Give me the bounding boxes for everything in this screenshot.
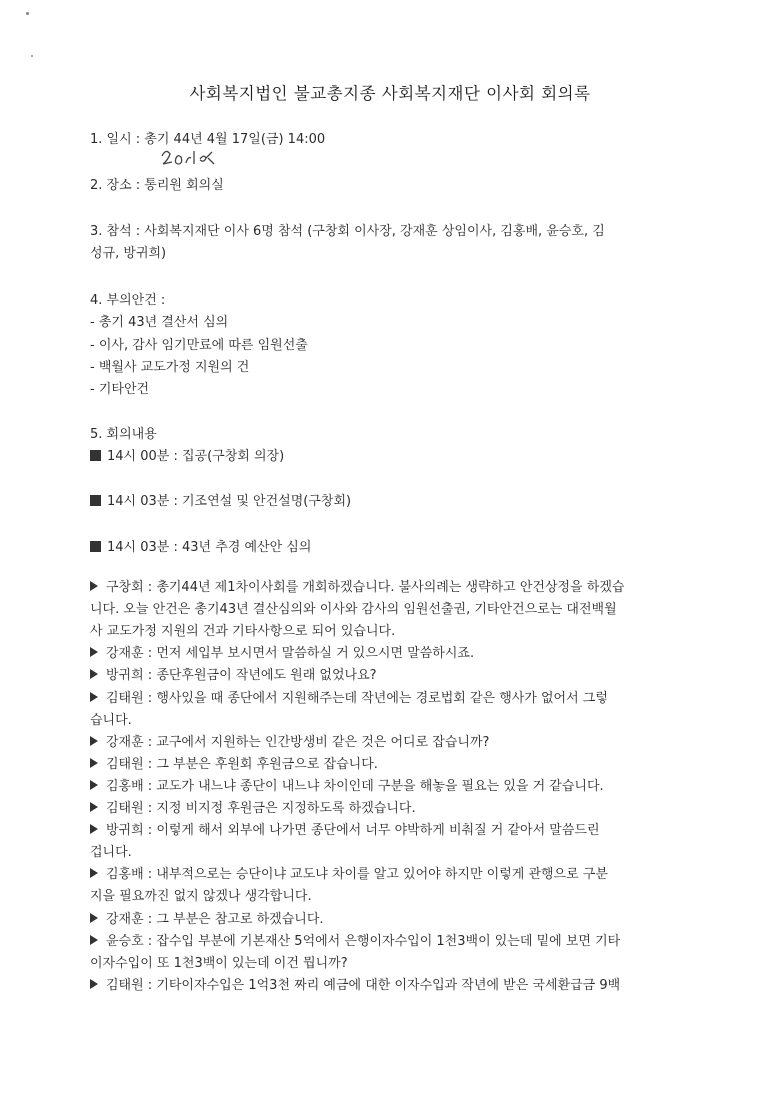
speaker-entry: [90, 576, 624, 595]
speaker-entry: [90, 974, 620, 993]
speaker-continuation: 이자수입이 또 1천3백이 있는데 이건 뭡니까?: [90, 955, 348, 971]
speaker-line: 구창회 : 총기44년 제1차이사회를 개회하겠습니다. 불사의례는 생략하고 안건상정을 하겠습: [106, 580, 625, 595]
speaker-entry: [90, 797, 416, 816]
speaker-entry: [90, 819, 600, 838]
agenda-item: - 총기 43년 결산서 심의: [90, 315, 229, 330]
attendees-line-2: 성규, 방귀희): [90, 246, 167, 261]
speaker-continuation: 지을 필요까진 없지 않겠나 생각합니다.: [90, 889, 312, 905]
square-bullet-icon: [90, 495, 101, 506]
speaker-line: 방귀희 : 종단후원금이 작년에도 원래 없었나요?: [106, 668, 377, 684]
speaker-continuation: 습니다.: [90, 712, 132, 728]
speaker-continuation: 사 교도가정 지원의 건과 기타사항으로 되어 있습니다.: [90, 624, 396, 640]
schedule-entry: 14시 03분 : 43년 추경 예산안 심의: [90, 536, 311, 555]
triangle-bullet-icon: [90, 669, 98, 679]
speaker-entry: [90, 930, 620, 949]
triangle-bullet-icon: [90, 868, 98, 878]
speaker-line: 윤승호 : 잡수입 부분에 기본재산 5억에서 은행이자수입이 1천3백이 있는데 밑에 보면 기타: [106, 933, 621, 949]
speaker-line: 강재훈 : 먼저 세입부 보시면서 말씀하실 거 있으시면 말씀하시죠.: [106, 646, 475, 662]
schedule-entry: 14시 03분 : 기조연설 및 안건설명(구창회): [90, 490, 351, 509]
triangle-bullet-icon: [90, 692, 98, 702]
triangle-bullet-icon: [90, 581, 98, 591]
triangle-bullet-icon: [90, 647, 98, 657]
triangle-bullet-icon: [90, 802, 98, 812]
document-title: 사회복지법인 불교총지종 사회복지재단 이사회 회의록: [189, 84, 591, 103]
speaker-entry: [90, 664, 377, 683]
triangle-bullet-icon: [90, 935, 98, 945]
triangle-bullet-icon: [90, 824, 98, 834]
scan-speck: [31, 55, 33, 57]
speaker-line: 김홍배 : 교도가 내느냐 종단이 내느냐 차이인데 구분을 해놓을 필요는 있을 거 같습니다.: [106, 778, 604, 794]
speaker-entry: [90, 775, 604, 794]
speaker-continuation: 니다. 오늘 안건은 총기43년 결산심의와 이사와 감사의 임원선출권, 기타안건으로는 대전백월: [90, 602, 617, 618]
square-bullet-icon: [90, 450, 101, 461]
speaker-entry: [90, 687, 608, 706]
speaker-continuation: 겁니다.: [90, 845, 132, 861]
speaker-line: 강재훈 : 교구에서 지원하는 인간방생비 같은 것은 어디로 잡습니까?: [106, 734, 490, 750]
speaker-entry: [90, 753, 378, 772]
triangle-bullet-icon: [90, 736, 98, 746]
meeting-place: 2. 장소 : 통리원 회의실: [90, 178, 224, 193]
attendees-line-1: 3. 참석 : 사회복지재단 이사 6명 참석 (구창회 이사장, 강재훈 상임이사, 김홍배, 윤승호, 김: [90, 224, 605, 239]
speaker-line: 김태원 : 그 부분은 후원회 후원금으로 잡습니다.: [106, 756, 378, 772]
square-bullet-icon: [90, 541, 101, 552]
speaker-line: 김태원 : 행사있을 때 종단에서 지원해주는데 작년에는 경로법회 같은 행사가 없어서 그렇: [106, 690, 608, 706]
content-heading: 5. 회의내용: [90, 427, 157, 442]
agenda-item: - 이사, 감사 임기만료에 따른 임원선출: [90, 338, 308, 353]
speaker-line: 김태원 : 기타이자수입은 1억3천 짜리 예금에 대한 이자수입과 작년에 받은 국세환급금 9백: [106, 977, 621, 993]
agenda-item: - 기타안건: [90, 382, 150, 397]
speaker-entry: [90, 908, 324, 927]
speaker-entry: [90, 642, 474, 661]
agenda-heading: 4. 부의안건 :: [90, 293, 166, 308]
triangle-bullet-icon: [90, 979, 98, 989]
triangle-bullet-icon: [90, 780, 98, 790]
handwritten-annotation: [160, 146, 218, 170]
speaker-line: 강재훈 : 그 부분은 참고로 하겠습니다.: [106, 911, 324, 927]
agenda-item: - 백월사 교도가정 지원의 건: [90, 360, 250, 375]
scan-speck: [26, 12, 29, 15]
speaker-entry: [90, 863, 608, 882]
meeting-date: 1. 일시 : 총기 44년 4월 17일(금) 14:00: [90, 132, 326, 147]
triangle-bullet-icon: [90, 758, 98, 768]
speaker-line: 김홍배 : 내부적으로는 승단이냐 교도냐 차이를 알고 있어야 하지만 이렇게 관행으로 구분: [106, 867, 608, 883]
triangle-bullet-icon: [90, 913, 98, 923]
speaker-line: 방귀희 : 이렇게 해서 외부에 나가면 종단에서 너무 야박하게 비춰질 거 같아서 말씀드린: [106, 823, 600, 839]
speaker-line: 김태원 : 지정 비지정 후원금은 지정하도록 하겠습니다.: [106, 801, 416, 816]
speaker-entry: [90, 731, 489, 750]
schedule-entry: 14시 00분 : 집공(구창회 의장): [90, 445, 284, 464]
